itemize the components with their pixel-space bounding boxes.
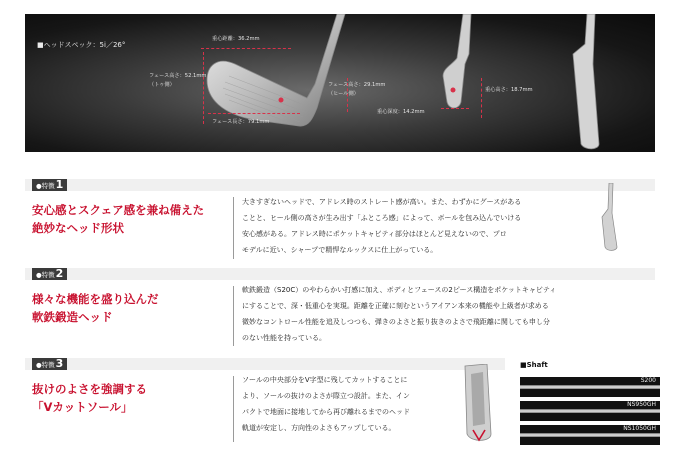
feature-2-divider xyxy=(233,286,234,346)
feature-number: 1 xyxy=(55,178,64,191)
shaft-title: ■Shaft xyxy=(520,361,548,369)
iron-address-view-image xyxy=(565,14,605,152)
face-height-toe-label: フェース高さ：52.1mm xyxy=(149,73,207,79)
feature-3-body xyxy=(242,372,410,436)
shaft-panel xyxy=(520,361,660,445)
feature-body-line: ことと、ヒール側の高さが生み出す「ふところ感」によって、ボールを包み込んでいける xyxy=(242,214,522,222)
feature-title-line: 絶妙なヘッド形状 xyxy=(32,221,124,235)
feature-2-body xyxy=(242,282,556,346)
face-height-heel-label: フェース高さ：29.1mm xyxy=(328,82,386,88)
feature-3-badge xyxy=(32,358,67,370)
head-spec-title: ■ヘッドスペック：5i／26° xyxy=(37,41,126,49)
shaft-name: NS950GH xyxy=(627,401,656,408)
feature-title-line: 「Vカットソール」 xyxy=(32,400,133,414)
cog-depth-line xyxy=(441,108,469,109)
iron-back-image xyxy=(599,183,621,253)
cog-height-label: 重心高さ：18.7mm xyxy=(485,87,533,93)
feature-1-body xyxy=(242,194,521,258)
feature-body-line: パクトで地面に接地してから再び離れるまでのヘッド xyxy=(242,408,410,416)
feature-body-line: より、ソールの抜けのよさが際立つ設計。また、イン xyxy=(242,392,410,400)
feature-body-line: のない性能を持っている。 xyxy=(242,334,326,342)
feature-1-divider xyxy=(233,197,234,259)
feature-1-title xyxy=(32,201,204,237)
head-spec-banner xyxy=(25,14,655,152)
shaft-option xyxy=(520,377,660,397)
feature-body-line: モデルに近い、シャープで精悍なルックスに仕上がっている。 xyxy=(242,246,438,254)
feature-3-title xyxy=(32,380,147,416)
feature-body-line: 軌道が安定し、方向性のよさもアップしている。 xyxy=(242,424,396,432)
shaft-image xyxy=(520,433,660,437)
shaft-name: S200 xyxy=(640,377,656,384)
cog-distance-line xyxy=(201,48,291,49)
face-height-toe-line xyxy=(203,52,204,124)
feature-body-line: 微妙なコントロール性能を追及しつつも、弾きのよさと振り抜きのよさで飛距離に関しても申し分 xyxy=(242,318,550,326)
heel-side-label: （ヒール側） xyxy=(328,91,359,97)
feature-title-line: 安心感とスクェア感を兼ね備えた xyxy=(32,203,205,217)
cog-depth-label: 重心深度：14.2mm xyxy=(377,109,425,115)
feature-2-title xyxy=(32,290,159,326)
feature-number: 2 xyxy=(55,267,64,280)
iron-face-view-image xyxy=(195,14,355,132)
feature-1-header xyxy=(25,179,655,191)
shaft-image xyxy=(520,385,660,389)
cog-distance-label: 重心距離：36.2mm xyxy=(212,36,260,42)
feature-1-badge xyxy=(32,179,67,191)
feature-3-divider xyxy=(233,376,234,442)
feature-body-line: 大きすぎないヘッドで、アドレス時のストレート感が高い。また、わずかにグースがある xyxy=(242,198,522,206)
feature-badge-label: ●特徴 xyxy=(36,361,55,369)
shaft-image xyxy=(520,409,660,413)
shaft-name: NS1050GH xyxy=(623,425,656,432)
v-cut-sole-image xyxy=(457,364,497,444)
feature-body-line: 軟鉄鍛造（S20C）のやわらかい打感に加え、ボディとフェースの2ピース構造をポケットキャビティ xyxy=(242,286,557,294)
feature-title-line: 軟鉄鍛造ヘッド xyxy=(32,310,113,324)
feature-body-line: 安心感がある。アドレス時にポケットキャビティ部分はほとんど見えないので、プロ xyxy=(242,230,507,238)
feature-2 xyxy=(25,268,655,348)
feature-1 xyxy=(25,179,655,259)
feature-body-line: にすることで、深・低重心を実現。距離を正確に刻むというアイアン本来の機能や上級者が求める xyxy=(242,302,549,310)
shaft-option xyxy=(520,425,660,445)
feature-title-line: 抜けのよさを強調する xyxy=(32,382,147,396)
feature-3-header xyxy=(25,358,505,370)
feature-body-line: ソールの中央部分をV字型に残してカットすることに xyxy=(242,376,408,384)
feature-2-badge xyxy=(32,268,67,280)
cog-height-line xyxy=(481,78,482,118)
feature-2-header xyxy=(25,268,655,280)
face-length-label: フェース長さ：79.1mm xyxy=(212,119,270,125)
feature-badge-label: ●特徴 xyxy=(36,182,55,190)
shaft-option xyxy=(520,401,660,421)
toe-side-label: （トゥ側） xyxy=(149,82,175,88)
feature-title-line: 様々な機能を盛り込んだ xyxy=(32,292,159,306)
feature-badge-label: ●特徴 xyxy=(36,271,55,279)
feature-number: 3 xyxy=(55,357,64,370)
face-length-line xyxy=(208,113,300,114)
